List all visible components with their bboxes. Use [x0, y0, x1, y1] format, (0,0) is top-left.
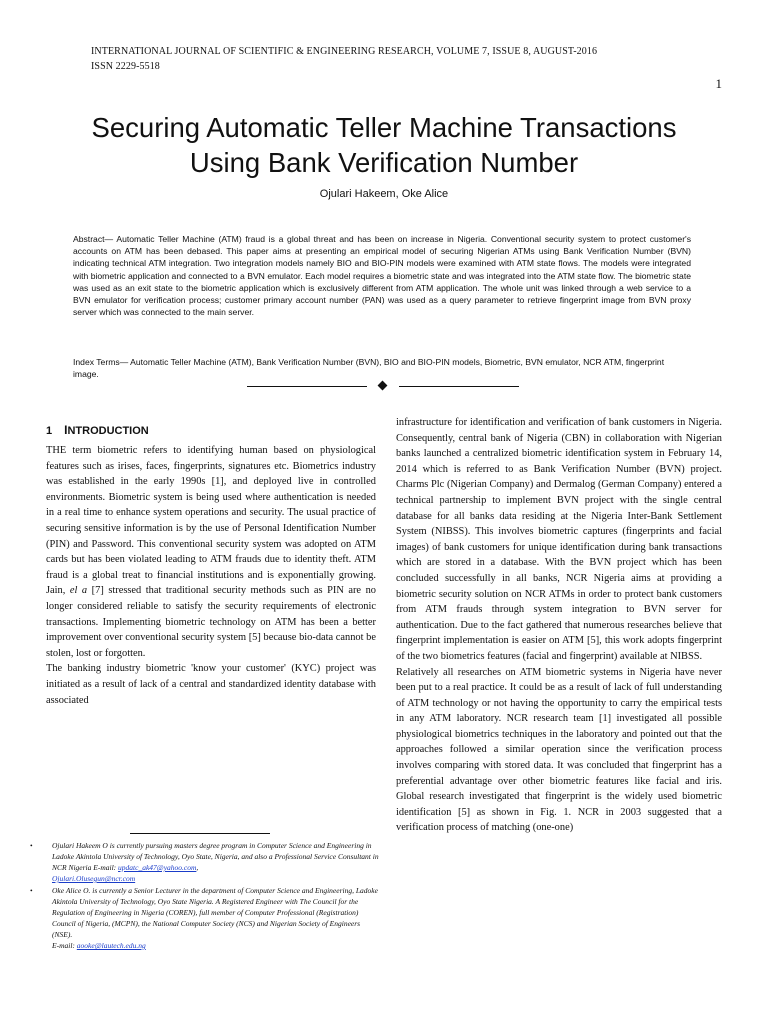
- diamond-icon: [378, 381, 388, 391]
- abstract: Abstract— Automatic Teller Machine (ATM) fraud is a global threat and has been on increase in Nigeria. Conventional security system to protect customer's accounts on ATM has been debased. This paper aims at presenting an empirical model of securing Nigerian ATMs using Bank Verification Number (BVN) indicating technical ATM integration. Two integration models namely BIO and BIO-PIN models were examined with ATM state flows. The models were integrated with biometric application and connected to a BVN emulator. Each model requires a biometric state and was integrated into the ATM state flow. The biometric state was used as an exit state to the biometric application which is exclusively different from ATM application. The whole unit was linked through a web service to a BVN emulator for verification process; customer primary account number (PAN) was used as a query parameter to retrieve fingerprint image from BVN proxy server which was connected to the main server.: [73, 234, 691, 318]
- issn: ISSN 2229-5518: [91, 61, 160, 72]
- journal-name: INTERNATIONAL JOURNAL OF SCIENTIFIC & ENGINEERING RESEARCH, VOLUME 7, ISSUE 8, AUGUST-2016: [91, 46, 598, 57]
- section-number: 1: [46, 425, 53, 437]
- section-heading: [46, 423, 149, 437]
- title-line-2: Using Bank Verification Number: [189, 147, 579, 178]
- section-divider: [247, 381, 519, 391]
- bullet-icon: •: [30, 841, 33, 850]
- separator: ,: [196, 863, 199, 872]
- footnote-rule: [130, 833, 270, 834]
- body-column-right: [396, 415, 722, 836]
- email-link[interactable]: Ojulari.Olusegun@ncr.com: [52, 874, 136, 883]
- title-line-1: Securing Automatic Teller Machine Transactions: [91, 112, 677, 143]
- footnotes: [30, 840, 380, 952]
- paragraph: Relatively all researches on ATM biometric systems in Nigeria have never been put to a real practice. It could be as a result of lack of full understanding of ATM technology or not having the opportunity to carry the empirical tests in any ATM laboratory. NCR research team [1] investigated all possible physiological biometrics techniques in the laboratory and pointed out that the approaches followed a similar operation since the verification process involves comparing with stored data. It was concluded that fingerprint has a preferential advantage over other biometric features like facial and iris. Global research investigated that fingerprint is the widely used biometric identification [5] as shown in Fig. 1. NCR in 2003 suggested that a verification process of matching (one-one): [396, 666, 722, 834]
- paragraph: infrastructure for identification and verification of bank customers in Nigeria. Consequently, central bank of Nigeria (CBN) in collaboration with Nigerian banks launched a centralized biometric identification system in February 14, 2014 which is referred to as Bank Verification Number (BVN) project. Charms Plc (Nigerian Company) and Dermalog (German Company) entered a technical partnership to implement BVN project with the single central database for all banks data residing at the Nigeria Inter-Bank Settlement System (NIBSS). This involves biometric captures (fingerprints and facial images) of bank customers for unique identification during bank transactions which are stored in a database. With the BVN project which has been concluded successfully in all banks, NCR Nigeria aims at providing a biometric security solution on NCR ATMs in order to protect bank customers from ATM frauds through system integration to BVN server for authentication. Due to the fact gathered that numerous researches believe that fingerprint implementation is easier on ATM [5], this work adopts fingerprint of the two biometrics features (facial and fingerprint) available at NIBSS.: [396, 417, 722, 662]
- body-column-left: [46, 443, 376, 708]
- page-number: 1: [715, 76, 722, 91]
- footnote-text: Ojulari Hakeem O is currently pursuing masters degree program in Computer Science and Engineering in Ladoke Akintola University of Technology, Oyo State, Nigeria, and also a Professional Service Consultant in NCR Nigeria E-mail:: [52, 841, 379, 872]
- email-link[interactable]: updatc_ak47@yahoo.com: [118, 863, 197, 872]
- footnote-1: [30, 840, 380, 884]
- divider-line-left: [247, 386, 367, 387]
- footnote-text: Oke Alice O. is currently a Senior Lecturer in the department of Computer Science and Engineering, Ladoke Akintola University of Technology, Oyo State Nigeria. A Registered Engineer with The Council for the Regulation of Engineering in Nigeria (COREN), full member of Computer Professional (Registration) Council of Nigeria, (MCPN), the National Computer Society (NCS) and Nigerian Society of Engineers (NSE).: [52, 886, 378, 939]
- paper-title: [0, 110, 768, 180]
- section-title-rest: NTRODUCTION: [67, 425, 149, 437]
- footnote-2: [30, 885, 380, 951]
- text-run: THE term biometric refers to identifying human based on physiological features such as irises, faces, fingerprints, signatures etc. Biometrics industry was established in the early 1990s [1], and deployed live in controlled environments. Biometric system is being used where authentication is needed in a real time to enhance system operations and security. The usual practice of securing sensitive information is by the use of Personal Identification Number (PIN) and Password. This conventional security system was adopted on ATM cards but has been violated leading to ATM frauds due to identity theft. ATM fraud is a global treat to financial institutions and is exponentially growing. Jain,: [46, 445, 376, 597]
- email-label: E-mail:: [52, 941, 75, 950]
- text-run: [7] stressed that traditional security methods such as PIN are no longer considered reliable to satisfy the security requirements of electronic transactions. Implementing biometric technology on ATM has been a better improvement over conventional security system [5] because bio-data cannot be stolen, lost or forgotten.: [46, 585, 376, 659]
- section-title-initial: I: [64, 423, 68, 437]
- index-terms: Index Terms— Automatic Teller Machine (ATM), Bank Verification Number (BVN), BIO and BIO-PIN models, Biometric, BVN emulator, NCR ATM, fingerprint image.: [73, 357, 665, 380]
- paragraph: The banking industry biometric 'know your customer' (KYC) project was initiated as a result of lack of a central and standardized identity database with associated: [46, 663, 376, 706]
- divider-line-right: [399, 386, 519, 387]
- authors: Ojulari Hakeem, Oke Alice: [319, 188, 449, 200]
- paragraph: [46, 443, 376, 661]
- email-link[interactable]: aooke@lautech.edu.ng: [76, 941, 146, 950]
- journal-header: [91, 44, 597, 74]
- text-italic: el a: [69, 585, 88, 597]
- bullet-icon: •: [30, 886, 33, 895]
